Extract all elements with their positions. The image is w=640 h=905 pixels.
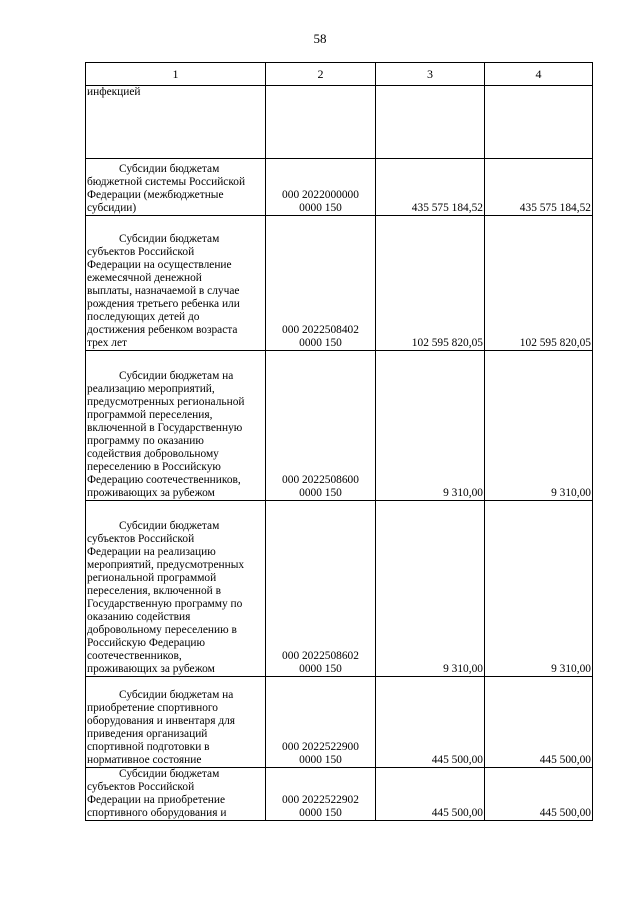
column-header-1: 1: [86, 63, 266, 86]
cell-code-line: 000 2022508402: [282, 324, 359, 336]
cell-code-line: 0000 150: [299, 663, 342, 675]
cell-name-line: субсидии): [87, 202, 137, 214]
cell-value-col4: 445 500,00: [485, 677, 593, 768]
cell-name-line: инфекцией: [87, 86, 141, 98]
cell-name-line: реализацию мероприятий,: [87, 383, 215, 395]
cell-name-line: содействия добровольному: [87, 448, 219, 460]
table-row: [86, 216, 593, 351]
cell-name-line: переселению в Российскую: [87, 461, 221, 473]
cell-name-line: спортивного оборудования и: [87, 807, 227, 819]
cell-code-line: 000 2022508602: [282, 650, 359, 662]
cell-code: [266, 677, 376, 768]
cell-name-line: Субсидии бюджетам: [119, 233, 220, 245]
cell-value-col3: 9 310,00: [376, 351, 485, 501]
cell-name-line: добровольному переселению в: [87, 624, 237, 636]
cell-value-col3: 435 575 184,52: [376, 159, 485, 216]
table-row: [86, 86, 593, 159]
cell-name: [86, 501, 266, 677]
cell-name: [86, 351, 266, 501]
cell-name: [86, 216, 266, 351]
cell-value-col4: 9 310,00: [485, 351, 593, 501]
cell-code: [266, 351, 376, 501]
cell-name-line: включенной в Государственную: [87, 422, 243, 434]
cell-name-line: Субсидии бюджетам: [119, 520, 220, 532]
cell-code-line: 0000 150: [299, 337, 342, 349]
cell-name: [86, 677, 266, 768]
cell-name-line: Субсидии бюджетам на: [119, 689, 234, 701]
cell-code-line: 0000 150: [299, 202, 342, 214]
column-header-4: 4: [485, 63, 593, 86]
header-row: [86, 63, 593, 86]
cell-code: [266, 86, 376, 159]
cell-value-col4: 435 575 184,52: [485, 159, 593, 216]
cell-name-line: Федерации на приобретение: [87, 794, 226, 806]
cell-name-line: Федерации на реализацию: [87, 546, 216, 558]
cell-code-line: 000 2022508600: [282, 474, 359, 486]
cell-name-line: рождения третьего ребенка или: [87, 298, 240, 310]
cell-code-line: 000 2022000000: [282, 189, 359, 201]
cell-name-line: Субсидии бюджетам: [119, 768, 220, 780]
cell-value-col4: 445 500,00: [485, 768, 593, 821]
cell-name-line: программой переселения,: [87, 409, 213, 421]
cell-code-line: 000 2022522902: [282, 794, 359, 806]
cell-name-line: оказанию содействия: [87, 611, 191, 623]
cell-code-line: 0000 150: [299, 807, 342, 819]
cell-name: [86, 159, 266, 216]
cell-name-line: субъектов Российской: [87, 781, 195, 793]
cell-name-line: проживающих за рубежом: [87, 663, 215, 675]
cell-name-line: региональной программой: [87, 572, 217, 584]
cell-name-line: соотечественников,: [87, 650, 182, 662]
cell-name-line: программу по оказанию: [87, 435, 204, 447]
cell-name-line: приобретение спортивного: [87, 702, 218, 714]
cell-name-line: достижения ребенком возраста: [87, 324, 238, 336]
cell-code-line: 0000 150: [299, 754, 342, 766]
table-row: [86, 768, 593, 821]
cell-name-line: спортивной подготовки в: [87, 741, 210, 753]
cell-name-line: ежемесячной денежной: [87, 272, 202, 284]
cell-name-line: субъектов Российской: [87, 246, 195, 258]
table-row: [86, 159, 593, 216]
cell-value-col3: 9 310,00: [376, 501, 485, 677]
page-number: 58: [313, 31, 327, 46]
cell-name-line: субъектов Российской: [87, 533, 195, 545]
cell-name-line: последующих детей до: [87, 311, 200, 323]
cell-code-line: 0000 150: [299, 487, 342, 499]
cell-name: [86, 768, 266, 821]
cell-value-col3: 445 500,00: [376, 677, 485, 768]
cell-name: [86, 86, 266, 159]
cell-name-line: оборудования и инвентаря для: [87, 715, 236, 727]
cell-code: [266, 216, 376, 351]
cell-name-line: выплаты, назначаемой в случае: [87, 285, 240, 297]
cell-name-line: переселения, включенной в: [87, 585, 221, 597]
cell-name-line: Государственную программу по: [87, 598, 243, 610]
table-row: [86, 677, 593, 768]
cell-value-col3: 445 500,00: [376, 768, 485, 821]
table-row: [86, 351, 593, 501]
cell-value-col4: 102 595 820,05: [485, 216, 593, 351]
cell-value-col3: 102 595 820,05: [376, 216, 485, 351]
cell-name-line: приведения организаций: [87, 728, 208, 740]
cell-name-line: нормативное состояние: [87, 754, 202, 766]
cell-name-line: трех лет: [87, 337, 127, 349]
cell-name-line: Российскую Федерацию: [87, 637, 206, 649]
cell-name-line: Субсидии бюджетам на: [119, 370, 234, 382]
cell-value-col4: 9 310,00: [485, 501, 593, 677]
table-row: [86, 501, 593, 677]
cell-name-line: бюджетной системы Российской: [87, 176, 246, 188]
cell-value-col4: [485, 86, 593, 159]
cell-name-line: мероприятий, предусмотренных: [87, 559, 245, 571]
budget-table: [85, 62, 593, 821]
cell-code-line: 000 2022522900: [282, 741, 359, 753]
cell-name-line: Федерацию соотечественников,: [87, 474, 241, 486]
cell-code: [266, 159, 376, 216]
cell-name-line: предусмотренных региональной: [87, 396, 245, 408]
cell-code: [266, 501, 376, 677]
column-header-3: 3: [376, 63, 485, 86]
cell-name-line: Федерации на осуществление: [87, 259, 232, 271]
cell-name-line: Федерации (межбюджетные: [87, 189, 224, 201]
cell-name-line: проживающих за рубежом: [87, 487, 215, 499]
cell-name-line: Субсидии бюджетам: [119, 163, 220, 175]
column-header-2: 2: [266, 63, 376, 86]
cell-code: [266, 768, 376, 821]
cell-value-col3: [376, 86, 485, 159]
